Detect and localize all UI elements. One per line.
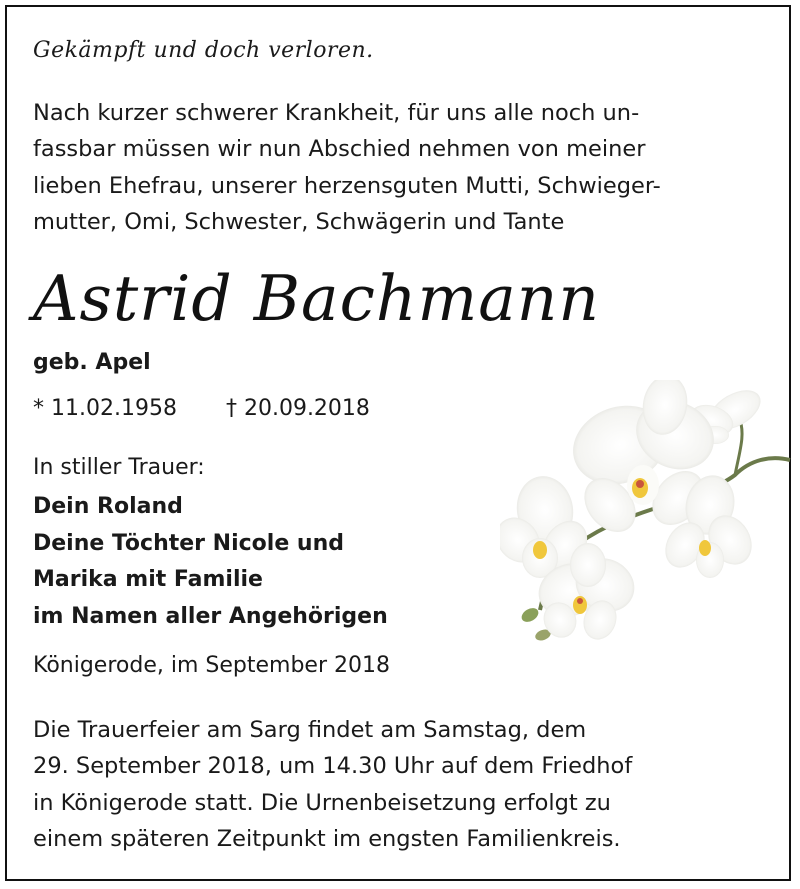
mourner-line: Marika mit Familie — [33, 567, 263, 592]
orchid-icon — [500, 380, 800, 650]
funeral-line: in Königerode statt. Die Urnenbeisetzung erfolgt zu — [33, 789, 611, 816]
life-dates — [33, 396, 370, 421]
funeral-line: Die Trauerfeier am Sarg findet am Samstag, dem — [33, 717, 587, 743]
deceased-name: Astrid Bachmann — [33, 262, 600, 335]
death-date: † 20.09.2018 — [225, 396, 370, 421]
funeral-line: einem späteren Zeitpunkt im engsten Familienkreis. — [33, 825, 621, 852]
funeral-info — [33, 712, 632, 857]
intro-line: fassbar müssen wir nun Abschied nehmen von meiner — [33, 136, 646, 163]
mourners-list — [33, 489, 388, 635]
intro-text — [33, 95, 661, 240]
place-date: Königerode, im September 2018 — [33, 653, 390, 678]
maiden-name: geb. Apel — [33, 350, 151, 375]
motto: Gekämpft und doch verloren. — [33, 38, 374, 63]
funeral-line: 29. September 2018, um 14.30 Uhr auf dem Friedhof — [33, 753, 633, 780]
intro-line: mutter, Omi, Schwester, Schwägerin und Tante — [33, 208, 565, 235]
mourner-line: im Namen aller Angehörigen — [33, 603, 388, 629]
mourner-line: Dein Roland — [33, 494, 183, 519]
mourners-intro: In stiller Trauer: — [33, 455, 205, 480]
birth-date: * 11.02.1958 — [33, 396, 177, 421]
intro-line: Nach kurzer schwerer Krankheit, für uns alle noch un- — [33, 100, 640, 126]
intro-line: lieben Ehefrau, unserer herzensguten Mutti, Schwieger- — [33, 172, 661, 199]
mourner-line: Deine Töchter Nicole und — [33, 530, 344, 556]
